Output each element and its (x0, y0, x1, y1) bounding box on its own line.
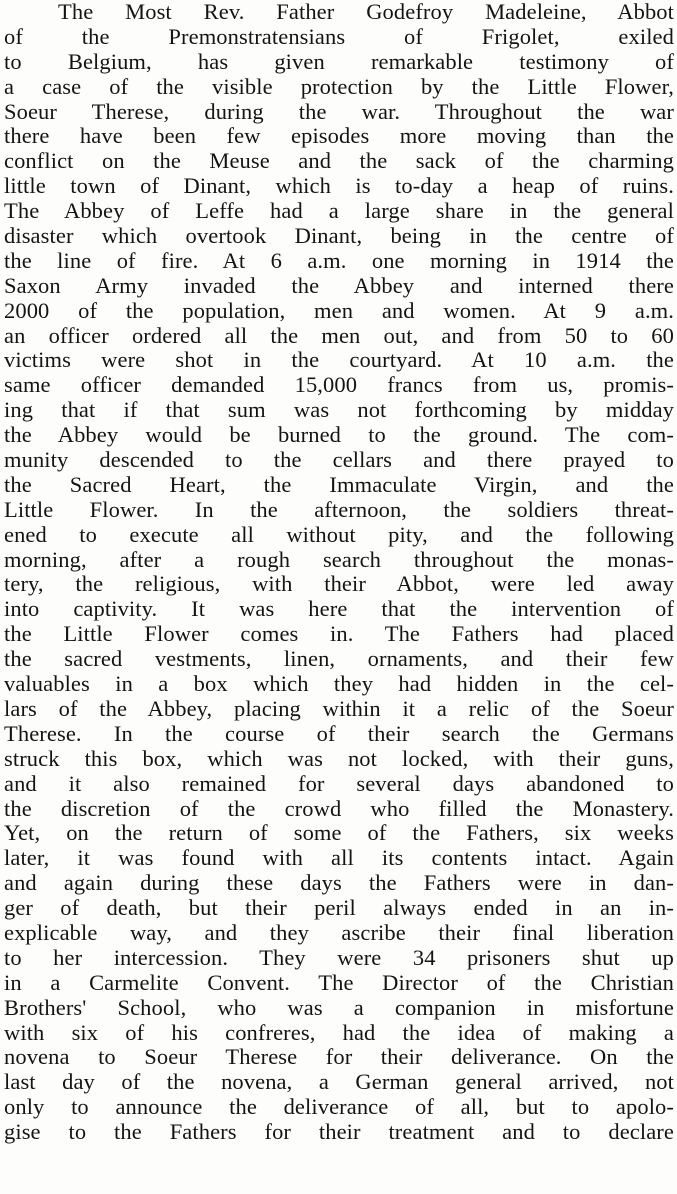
text-line: lars of the Abbey, placing within it a relic of the Soeur (4, 696, 674, 721)
text-line: ger of death, but their peril always ended in an in- (4, 896, 674, 921)
text-line: with six of his confreres, had the idea of making a (4, 1020, 674, 1045)
text-line: the Sacred Heart, the Immaculate Virgin, and the (4, 472, 674, 497)
text-line: the Little Flower comes in. The Fathers had placed (4, 622, 674, 647)
text-line: valuables in a box which they had hidden in the cel- (4, 672, 674, 697)
text-line: into captivity. It was here that the intervention of (4, 597, 674, 622)
text-line: an officer ordered all the men out, and from 50 to 60 (4, 323, 674, 348)
text-line: and again during these days the Fathers were in dan- (4, 871, 674, 896)
text-line: gise to the Fathers for their treatment and to declare (4, 1120, 674, 1145)
text-line: Little Flower. In the afternoon, the soldiers threat- (4, 497, 674, 522)
text-line: to Belgium, has given remarkable testimony of (4, 49, 674, 74)
text-line: only to announce the deliverance of all, but to apolo- (4, 1095, 674, 1120)
text-line: last day of the novena, a German general arrived, not (4, 1070, 674, 1095)
text-line: the line of fire. At 6 a.m. one morning in 1914 the (4, 248, 674, 273)
text-line: there have been few episodes more moving than the (4, 124, 674, 149)
text-line: Saxon Army invaded the Abbey and interned there (4, 273, 674, 298)
text-line: the sacred vestments, linen, ornaments, and their few (4, 647, 674, 672)
text-line: struck this box, which was not locked, with their guns, (4, 746, 674, 771)
text-line: the discretion of the crowd who filled the Monastery. (4, 796, 674, 821)
text-line: same officer demanded 15,000 francs from us, promis- (4, 373, 674, 398)
text-line: novena to Soeur Therese for their deliverance. On the (4, 1045, 674, 1070)
text-line: munity descended to the cellars and there prayed to (4, 448, 674, 473)
text-line: victims were shot in the courtyard. At 10 a.m. the (4, 348, 674, 373)
text-line: little town of Dinant, which is to-day a heap of ruins. (4, 174, 674, 199)
text-line: Brothers' School, who was a companion in misfortune (4, 995, 674, 1020)
text-line: explicable way, and they ascribe their final liberation (4, 920, 674, 945)
text-line: conflict on the Meuse and the sack of the charming (4, 149, 674, 174)
text-line: Yet, on the return of some of the Fathers, six weeks (4, 821, 674, 846)
text-line: later, it was found with all its contents intact. Again (4, 846, 674, 871)
text-line: The Abbey of Leffe had a large share in the general (4, 199, 674, 224)
text-line: ing that if that sum was not forthcoming by midday (4, 398, 674, 423)
text-line: The Most Rev. Father Godefroy Madeleine, Abbot (58, 0, 674, 24)
text-line: in a Carmelite Convent. The Director of the Christian (4, 970, 674, 995)
text-line: 2000 of the population, men and women. At 9 a.m. (4, 298, 674, 323)
text-line: ened to execute all without pity, and the following (4, 522, 674, 547)
text-line: to her intercession. They were 34 prisoners shut up (4, 945, 674, 970)
text-line: a case of the visible protection by the Little Flower, (4, 74, 674, 99)
text-line: morning, after a rough search throughout the monas- (4, 547, 674, 572)
text-line: of the Premonstratensians of Frigolet, exiled (4, 24, 674, 49)
text-line: Therese. In the course of their search the Germans (4, 721, 674, 746)
text-line: Soeur Therese, during the war. Throughout the war (4, 99, 674, 124)
text-line: the Abbey would be burned to the ground. The com- (4, 423, 674, 448)
text-line: and it also remained for several days abandoned to (4, 771, 674, 796)
text-line: tery, the religious, with their Abbot, were led away (4, 572, 674, 597)
text-line: disaster which overtook Dinant, being in the centre of (4, 224, 674, 249)
article-column (4, 0, 674, 1145)
